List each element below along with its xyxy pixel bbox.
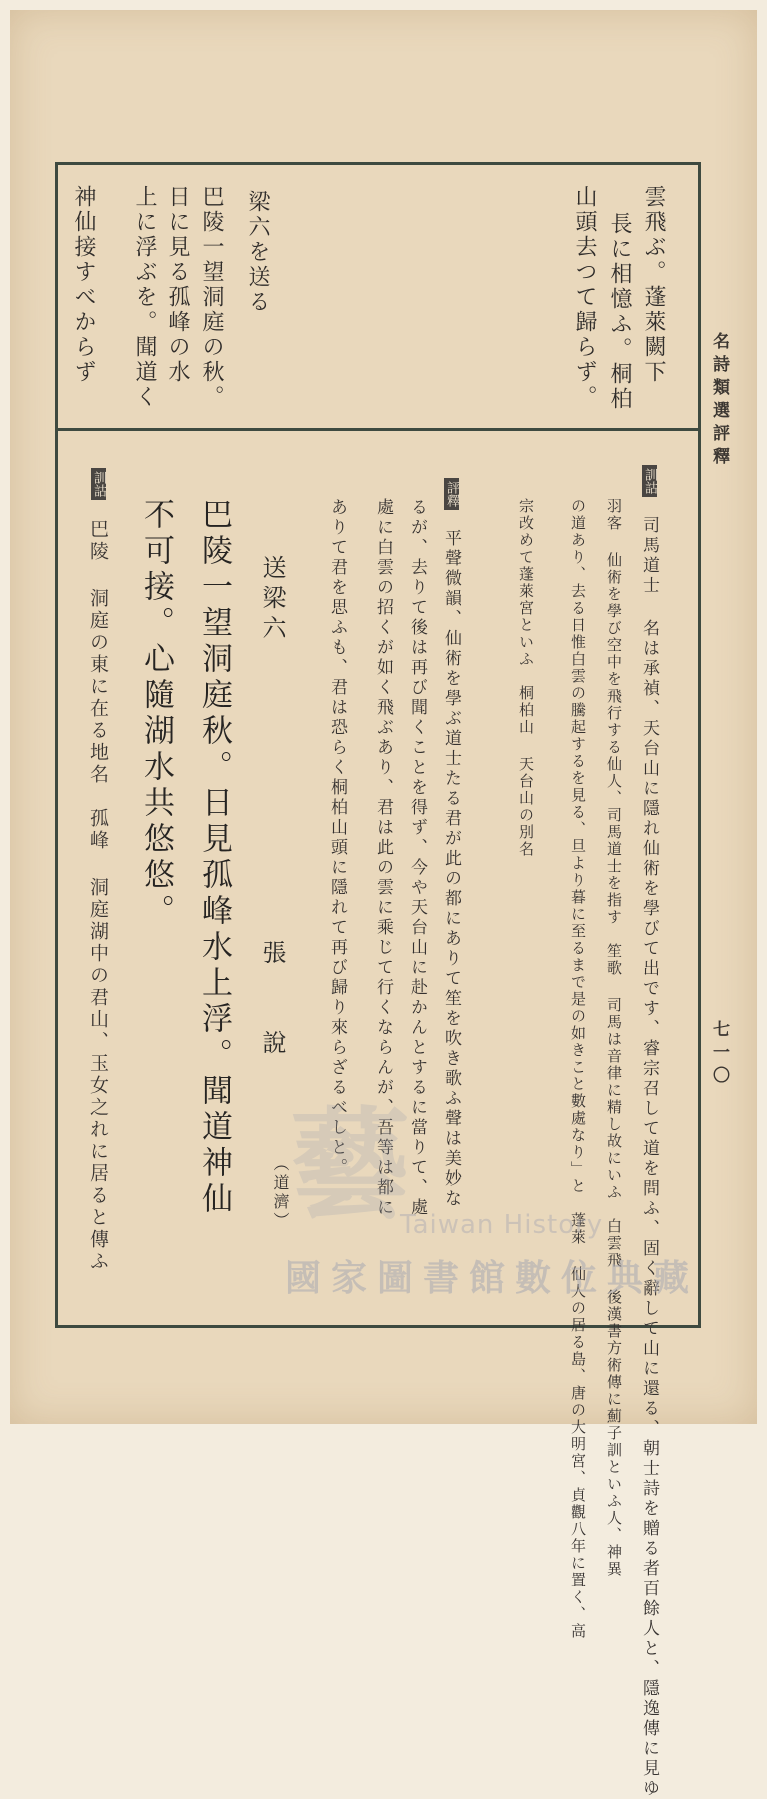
notes-col-3: の道あり、去る日惟白雲の騰起するを見る、旦より暮に至るまで是の如きこと數處なり」と 蓬萊 仙人の居る島、唐の大明宮、貞觀八年に置く、高	[569, 498, 587, 1640]
top-col-2: 長に相憶ふ。桐柏	[607, 212, 632, 412]
gloss-col-1: 巴陵 洞庭の東に在る地名 孤峰 洞庭湖中の君山、玉女之れに居ると傳ふ	[87, 519, 109, 1273]
poem-line-2: 不可接。心隨湖水共悠悠。	[138, 498, 174, 930]
top-col-3: 山頭去つて歸らず。	[572, 185, 597, 410]
commentary-col-4: ありて君を思ふも、君は恐らく桐柏山頭に隱れて再び歸り來らざるべしと。	[327, 498, 347, 1178]
top-col-6: 日に見る孤峰の水	[165, 185, 190, 385]
notes-block-1	[640, 465, 657, 1799]
top-col-5: 巴陵一望洞庭の秋。	[199, 185, 224, 410]
poem-title: 送梁六	[258, 555, 286, 645]
gloss-label: 訓詁	[91, 468, 106, 500]
top-col-4: 梁六を送る	[245, 190, 270, 315]
page-number: 七一〇	[709, 1020, 729, 1089]
section-divider	[55, 428, 698, 431]
poem-line-1: 巴陵一望洞庭秋。日見孤峰水上浮。聞道神仙	[196, 498, 232, 1218]
top-col-8: 神仙接すべからず	[71, 185, 96, 385]
book-title-header: 名詩類選評釋	[709, 332, 729, 470]
poem-author-note: （道濟）	[271, 1155, 290, 1231]
commentary-col-1: 平聲微韻、仙術を學ぶ道士たる君が此の都にありて笙を吹き歌ふ聲は美妙な	[441, 529, 461, 1209]
top-col-7: 上に浮ぶを。聞道く	[132, 185, 157, 410]
notes-label: 訓詁	[642, 465, 657, 497]
poem-author: 張 說	[258, 940, 286, 1060]
notes-col-4: 宗改めて蓬萊宮といふ 桐柏山 天台山の別名	[517, 498, 535, 858]
commentary-label: 評釋	[444, 478, 459, 510]
gloss-block	[88, 468, 107, 1273]
watermark-english: Taiwan History	[400, 1210, 604, 1240]
commentary-col-2: るが、去りて後は再び聞くことを得ず、今や天台山に赴かんとするに當りて、處	[407, 498, 427, 1218]
notes-col-1: 司馬道士 名は承禎、天台山に隱れ仙術を學びて出です、睿宗召して道を問ふ、固く辭して山に還る、朝士詩を贈る者百餘人と、隱逸傳に見ゆ	[639, 516, 659, 1799]
watermark-logo: 藝	[290, 1095, 410, 1236]
commentary-col-3: 處に白雲の招くが如く飛ぶあり、君は此の雲に乘じて行くならんが、吾等は都に	[373, 498, 393, 1218]
top-col-1: 雲飛ぶ。蓬萊闕下	[641, 185, 666, 385]
watermark-library: 國家圖書館數位典藏	[285, 1257, 700, 1299]
notes-col-2: 羽客 仙術を學び空中を飛行する仙人、司馬道士を指す 笙歌 司馬は音律に精し故にいふ 白雲飛 後漢書方術傳に薊子訓といふ人、神異	[605, 498, 623, 1578]
book-page	[10, 10, 757, 1799]
commentary-block	[442, 478, 459, 1209]
